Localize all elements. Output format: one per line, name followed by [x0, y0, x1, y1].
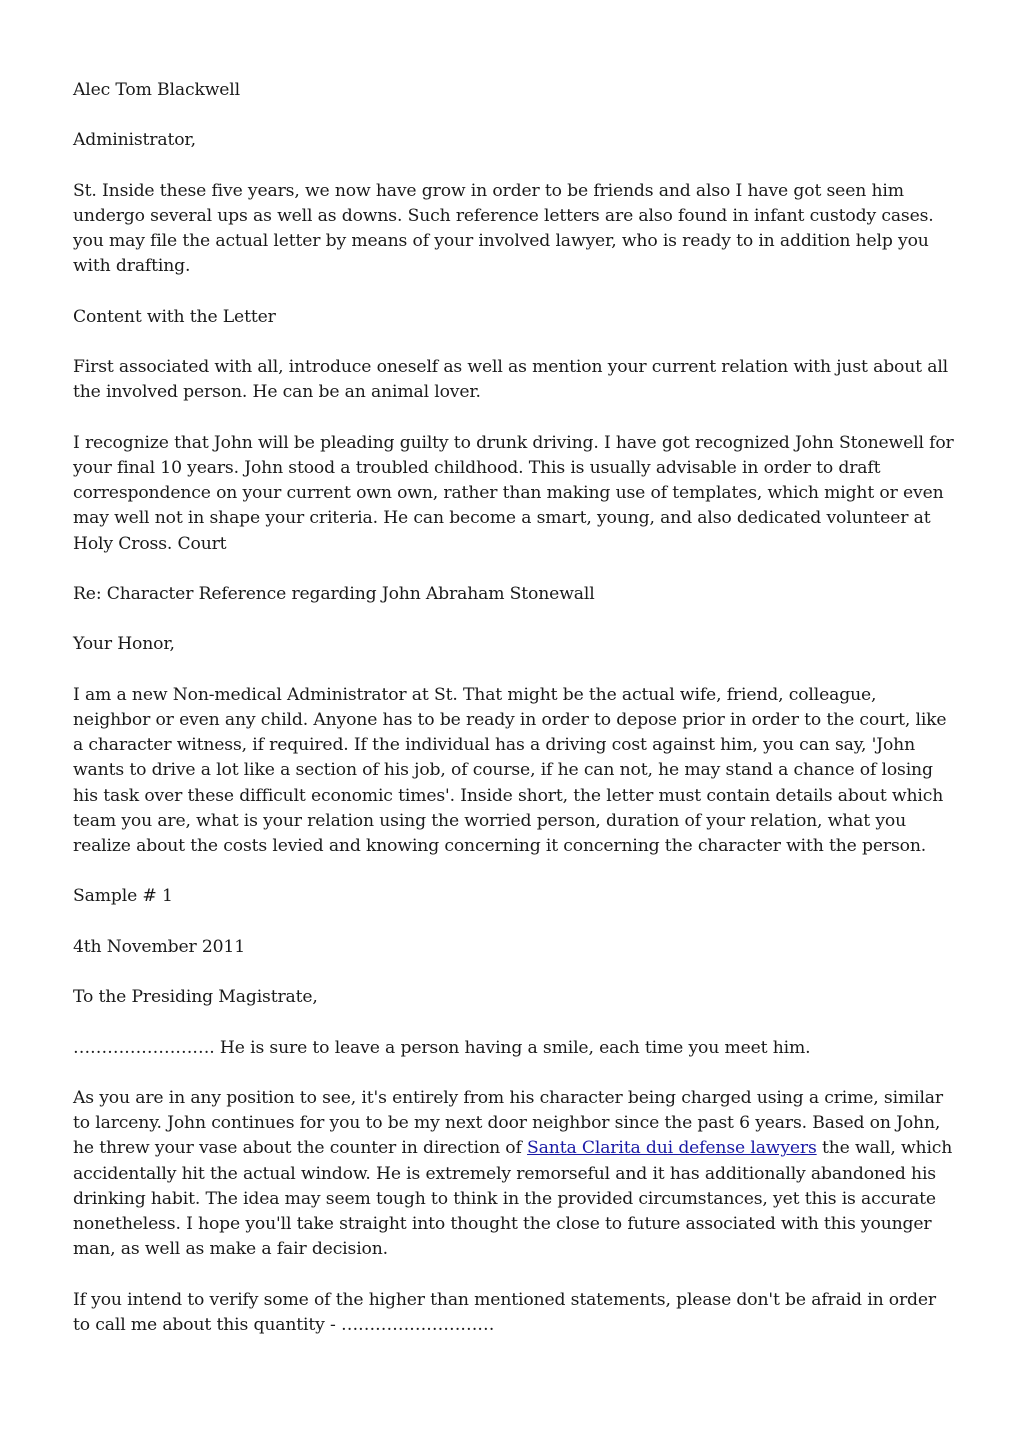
body-paragraph-with-link	[73, 1086, 958, 1262]
sender-name: Alec Tom Blackwell	[73, 80, 241, 100]
body-paragraph: I recognize that John will be pleading guilty to drunk driving. I have got recognized John Stonewell for your final 10 years. John stood a troubled childhood. This is usually advisable in order to draft correspondence on your current own own, rather than making use of templates, which might or even may well not in shape your criteria. He can become a smart, young, and also dedicated volunteer at Holy Cross. Court	[73, 432, 954, 554]
paragraph-text-before-link: As you are in any position to see, it's entirely from his character being charged using a crime, similar to larceny. John continues for you to be my next door neighbor since the past 6 years. Based on John, he threw your vase about the counter in direction of	[73, 1087, 943, 1159]
paragraph-text-after-link: the wall, which accidentally hit the actual window. He is extremely remorseful and it has additionally abandoned his drinking habit. The idea may seem tough to think in the provided circumstances, yet this is accurate nonetheless. I hope you'll take straight into thought the close to future associated with this younger man, as well as make a fair decision.	[73, 1138, 953, 1260]
closing-paragraph: If you intend to verify some of the higher than mentioned statements, please don't be afraid in order to call me about this quantity - ………………………	[73, 1289, 936, 1335]
letter-body	[73, 78, 958, 1363]
subject-line: Re: Character Reference regarding John Abraham Stonewall	[73, 583, 595, 604]
sample-heading: Sample # 1	[73, 886, 173, 907]
letter-date: 4th November 2011	[73, 936, 245, 957]
dui-lawyers-link[interactable]: Santa Clarita dui defense lawyers	[527, 1138, 817, 1159]
section-heading: Content with the Letter	[73, 306, 276, 327]
body-paragraph: St. Inside these five years, we now have grow in order to be friends and also I have got seen him undergo several ups as well as downs. Such reference letters are also found in infant custody cases. you may file the actual letter by means of your involved lawyer, who is ready to in addition help you with drafting.	[73, 180, 934, 277]
salutation: Your Honor,	[73, 634, 175, 655]
body-paragraph: I am a new Non-medical Administrator at St. That might be the actual wife, friend, colleague, neighbor or even any child. Anyone has to be ready in order to depose prior in order to the court, like a character witness, if required. If the individual has a driving cost against him, you can say, 'John wants to drive a lot like a section of his job, of course, if he can not, he may stand a chance of losing his task over these difficult economic times'. Inside short, the letter must contain details about which team you are, what is your relation using the worried person, duration of your relation, what you realize about the costs levied and knowing concerning it concerning the character with the person.	[73, 684, 947, 856]
body-paragraph: ……………………. He is sure to leave a person having a smile, each time you meet him.	[73, 1037, 811, 1058]
body-paragraph: First associated with all, introduce oneself as well as mention your current relation with just about all the involved person. He can be an animal lover.	[73, 357, 949, 403]
sender-title: Administrator,	[73, 130, 196, 151]
salutation: To the Presiding Magistrate,	[73, 987, 318, 1008]
